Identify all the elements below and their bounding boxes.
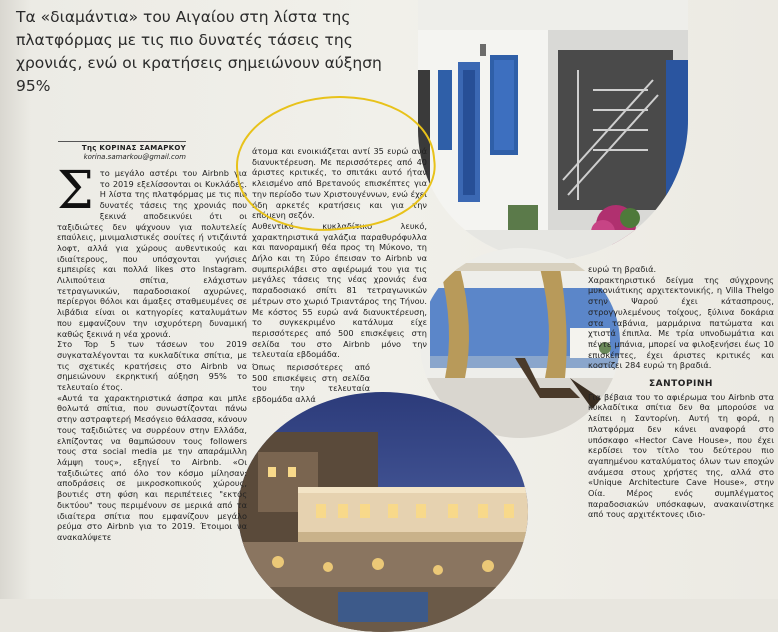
paragraph: άτομα και ενοικιάζεται αντί 35 ευρώ ανά διανυκτέρευση. Με περισσότερες από 40 άριστες κριτικές, το σπιτάκι αυτό ήταν κλεισμένο από Βρετανούς επισκέπτες για την περίοδο των Χριστουγέννων, ενώ έχει ήδη αρκετές κρατήσεις και για την επόμενη σεζόν. (252, 146, 427, 221)
paragraph: Για βέβαια του το αφιέρωμα του Airbnb στα κυκλαδίτικα σπίτια δεν θα μπορούσε να λείπει η Σαντορίνη. Αυτή τη φορά, η πλατφόρμα δεν κάνει αναφορά στο υπόσκαφο «Hector Cave House», που έχει κερδίσει τον τίτλο του δεύτερου πιο αγαπημένου καταλύματος όλων των εποχών ανάμεσα στους χρήστες της, αλλά στο «Unique Architecture Cave House», στην Οία. Μέρος ενός συμπλέγματος παραδοσιακών υπόσκαφων, ανακαινίστηκε από τους αρχιτέκτονες ιδιο- (588, 391, 774, 520)
paragraph: Αυθεντικό κυκλαδίτικο λευκό, χαρακτηριστικά γαλάζια παραθυρόφυλλα και πανοραμική θέα προς τη Μύκονο, τη Δήλο και τη Σύρο έπεισαν το Airbnb να συμπεριλάβει στο αφιέρωμά του για τις μεγάλες τάσεις της νέας χρονιάς ένα παραδοσιακό σπίτι 81 τετραγωνικών μέτρων στο χωριό Τριαντάρος της Τήνου. Με κόστος 55 ευρώ ανά διανυκτέρευση, το συγκεκριμένο κατάλυμα είχε περισσότερες από 500 επισκέψεις στη σελίδα του στο Airbnb μόνο την τελευταία εβδομάδα. (252, 220, 427, 360)
photo-cycladic-house (418, 0, 688, 260)
article-column-1 (57, 161, 247, 543)
paragraph: Στο Top 5 των τάσεων του 2019 συγκαταλέγονται τα κυκλαδίτικα σπίτια, με τις σχετικές κρατήσεις στο Airbnb να σημειώνουν εκρηκτική αύξηση 95% το τελευταίο έτος. (57, 339, 247, 393)
byline (58, 141, 186, 162)
article-column-2-continued (252, 362, 370, 405)
paragraph: Χαρακτηριστικό δείγμα της σύγχρονης μυκονιάτικης αρχιτεκτονικής, η Villa Thelgo στην Ψαρού έχει κάτασπρους, στρογγυλεμένους τοίχους, ξύλινα δοκάρια στα ταβάνια, μαρμάρινα πατώματα και χτιστά έπιπλα. Με τρία υπνοδωμάτια και πέντε μπάνια, μπορεί να φιλοξενήσει έως 10 επισκέπτες, έχει άριστες κριτικές και κοστίζει 284 ευρώ τη βραδιά. (588, 274, 774, 371)
author-email[interactable]: korina.samarkou@gmail.com (83, 153, 186, 161)
article-column-3 (588, 264, 774, 520)
author-name: Της ΚΟΡΙΝΑΣ ΣΑΜΑΡΚΟΥ (81, 144, 186, 152)
section-heading: ΣΑΝΤΟΡΙΝΗ (649, 379, 713, 390)
drop-cap: Σ (57, 161, 94, 221)
article-headline: Τα «διαμάντια» του Αιγαίου στη λίστα της πλατφόρμας με τις πιο δυνατές τάσεις της χρονιάς, ενώ οι κρατήσεις σημειώνουν αύξηση 95% (16, 8, 382, 95)
paragraph: Όπως περισσότερες από 500 επισκέψεις στη σελίδα του την τελευταία εβδομάδα αλλά (252, 362, 370, 405)
paragraph: το μεγάλο αστέρι του Airbnb για το 2019 εξελίσσονται οι Κυκλάδες. Η λίστα της πλατφόρμας με τις πιο δυνατές τάσεις της χρονιάς που ξεκινά αποδεικνύει ότι οι ταξιδιώτες δεν ψάχνουν για πολυτελείς επαύλεις, μινιμαλιστικές σουίτες ή ντιζάιντά λοφτ, αλλά για χώρους αυθεντικούς και ιδιαίτερους, που υπόσχονται γνήσιες εμπειρίες και πολλά likes στο Instagram. Λιλιπούτεια σπίτια, ελάχιστων τετραγωνικών, παραδοσιακοί αχυρώνες, περίεργοι θόλοι και άμαξες σταθμευμένες σε λιβάδια είναι οι κατηγορίες καταλυμάτων που εμφανίζουν την ισχυρότερη δυναμική καθώς ξεκινά η νέα χρονιά. (57, 168, 247, 339)
paragraph: ευρώ τη βραδιά. (588, 264, 657, 274)
photo-santorini-night (238, 392, 528, 632)
paragraph: «Αυτά τα χαρακτηριστικά άσπρα και μπλε θολωτά σπίτια, που συνωστίζονται πάνω στην αστραφτερή Μεσόγειο θάλασσα, κάνουν τους ταξιδιώτες να συρρέουν στην Ελλάδα, ελπίζοντας να θαμπώσουν τους followers τους στα social media με την απαράμιλλη λάμψη τους», εξηγεί το Airbnb. «Οι ταξιδιώτες από όλο τον κόσμο μίλησαν: αποδράσεις σε μικροσκοπικούς χώρους, βουτιές στη φύση και περιπέτειες "εκτός δικτύου" τους περιμένουν σε μερικά από τα ιδιαίτερα σπίτια που εμφανίζουν μεγάλο ρεύμα στο Airbnb για το 2019. Έτοιμοι να ανακαλύψετε (57, 392, 247, 542)
